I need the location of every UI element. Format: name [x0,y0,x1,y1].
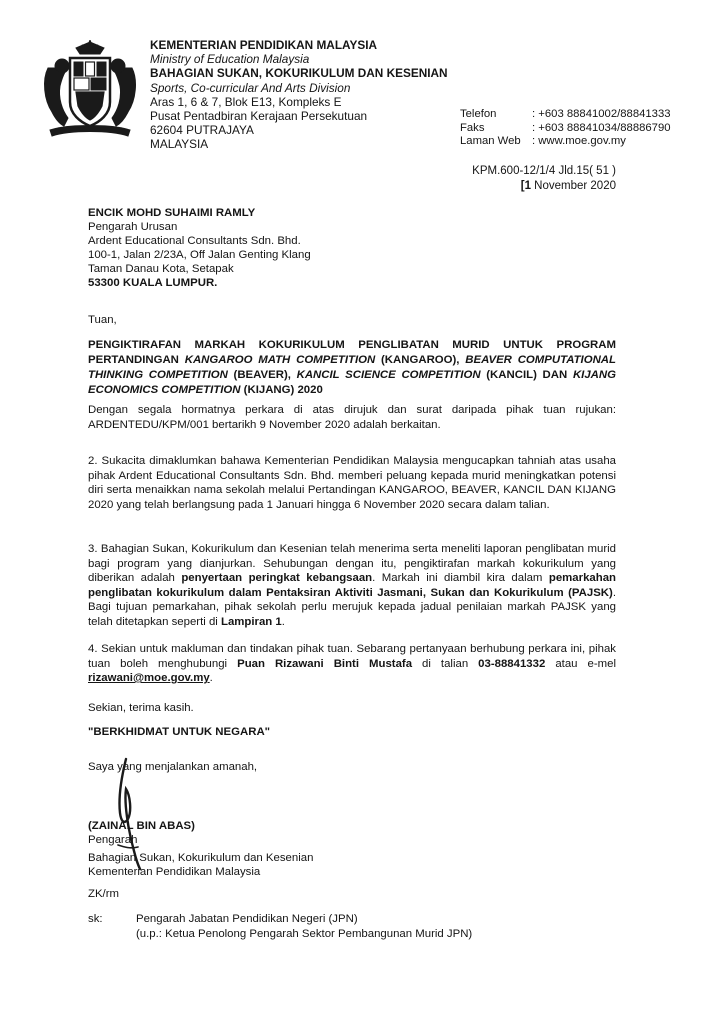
paragraph-emphasis: penyertaan peringkat kebangsaan [181,572,373,585]
paragraph-emphasis: Lampiran 1 [220,615,282,628]
recipient-line: Ardent Educational Consultants Sdn. Bhd. [88,235,301,247]
paragraph-2: 2. Sukacita dimaklumkan bahawa Kementerian Pendidikan Malaysia mengucapkan tahniah atas usaha pihak Ardent Educational Consultants Sdn. Bhd. memberi peluang kepada murid meningkatkan potensi diri serta menaikkan nama sekolah melalui Pertandingan KANGAROO, BEAVER, KANCIL DAN KIJANG 2020 yang telah berlangsung pada 1 Januari hingga 6 November 2020 secara dalam talian. [88,455,616,511]
paragraph-text: . Bagi tujuan pemarkahan, pihak sekolah perlu merujuk kepada jadual penilaian markah PAJSK yang telah ditetapkan seperti di [88,586,616,628]
contact-person: Puan Rizawani Binti Mustafa [237,657,413,670]
address-line: Pusat Pentadbiran Kerajaan Persekutuan [150,109,368,124]
address-line: Aras 1, 6 & 7, Blok E13, Kompleks E [150,94,342,109]
letter-subject [88,338,616,398]
signer-ministry: Kementerian Pendidikan Malaysia [88,866,261,878]
contact-row-fax [460,122,671,136]
recipient-city: 53300 KUALA LUMPUR. [88,277,218,289]
contact-value: : +603 88841002/88841333 [532,108,671,120]
subject-part: (KANGAROO), [375,354,466,366]
closing-motto: "BERKHIDMAT UNTUK NEGARA" [88,726,271,738]
carbon-copy [88,912,472,941]
paragraph-text: 4. Sekian untuk makluman dan tindakan pihak tuan. Sebarang pertanyaan berhubung perkara ini, pihak tuan boleh menghubungi [88,643,616,670]
paragraph-text: . [281,615,285,628]
subject-part: KANGAROO MATH COMPETITION [184,354,376,366]
paragraph-1: Dengan segala hormatnya perkara di atas dirujuk dan surat daripada pihak tuan rujukan: ARDENTEDU/KPM/001 bertarikh 9 November 2020 adalah berkaitan. [88,404,616,431]
contact-row-website [460,135,671,149]
paragraph-text: . Markah ini diambil kira dalam [372,572,549,585]
cc-row [88,912,472,927]
signer-name: (ZAINAL BIN ABAS) [88,820,195,832]
contact-value: : www.moe.gov.my [532,135,626,147]
ministry-name-english: Ministry of Education Malaysia [150,52,310,67]
signer-title: Pengarah [88,834,138,846]
contact-label: Faks [460,121,485,134]
paragraph-text: atau e-mel [545,657,616,670]
reference-number: KPM.600-12/1/4 Jld.15( 51 ) [472,165,616,177]
recipient-address [88,206,311,290]
letter-date [456,179,616,194]
paragraph-text: 3. Bahagian Sukan, Kokurikulum dan Kesenian telah menerima serta meneliti laporan penglibatan murid bagi program yang dianjurkan. Sehubungan dengan itu, pengiktirafan markah kokurikulum yang diberikan adalah [88,543,616,585]
contact-value: : +603 88841034/88886790 [532,121,671,134]
division-name: BAHAGIAN SUKAN, KOKURIKULUM DAN KESENIAN [150,66,448,81]
contact-label: Laman Web [460,135,521,147]
reference-initials: ZK/rm [88,888,120,900]
contact-phone: 03-88841332 [478,657,546,670]
ministry-name: KEMENTERIAN PENDIDIKAN MALAYSIA [150,38,377,52]
recipient-line: 100-1, Jalan 2/23A, Off Jalan Genting Klang [88,249,311,261]
subject-part: (KIJANG) 2020 [240,384,323,396]
reference-block [456,164,616,193]
cc-attention: (u.p.: Ketua Penolong Pengarah Sektor Pembangunan Murid JPN) [136,927,473,940]
subject-part: (KANCIL) DAN [480,369,573,381]
cc-spacer [88,927,136,942]
date-day: [1 [520,179,531,192]
cc-label: sk: [88,913,103,925]
paragraph-emphasis: pemarkahan penglibatan kokurikulum dalam Pentaksiran Aktiviti Jasmani, Sukan dan Kokurikulum (PAJSK) [88,572,616,599]
subject-part: KIJANG ECONOMICS COMPETITION [88,369,616,396]
cc-row [88,927,472,942]
address-line: MALAYSIA [150,137,209,152]
recipient-line: Pengarah Urusan [88,221,178,233]
salutation: Tuan, [88,314,117,326]
paragraph-text: di talian [412,657,479,670]
subject-part: KANCIL SCIENCE COMPETITION [296,369,481,381]
contact-row-phone [460,108,671,122]
letterhead [150,38,448,152]
recipient-line: Taman Danau Kota, Setapak [88,263,234,275]
cc-recipient: Pengarah Jabatan Pendidikan Negeri (JPN) [136,913,358,925]
contact-email-link[interactable]: rizawani@moe.gov.my [88,672,210,685]
contact-label: Telefon [460,108,497,120]
closing-trust: Saya yang menjalankan amanah, [88,761,258,773]
signer-division: Bahagian Sukan, Kokurikulum dan Kesenian [88,852,314,864]
paragraph-4 [88,642,616,686]
subject-part: PENGIKTIRAFAN MARKAH KOKURIKULUM PENGLIBATAN MURID UNTUK PROGRAM PERTANDINGAN [88,339,616,366]
paragraph-3 [88,542,616,630]
closing-thanks: Sekian, terima kasih. [88,702,194,714]
subject-part: BEAVER COMPUTATIONAL THINKING COMPETITION [88,354,616,381]
paragraph-text: . [209,672,213,685]
division-name-english: Sports, Co-curricular And Arts Division [150,80,351,95]
recipient-name: ENCIK MOHD SUHAIMI RAMLY [88,207,256,219]
contact-info [460,108,671,149]
address-line: 62604 PUTRAJAYA [150,123,254,138]
subject-part: (BEAVER), [227,369,297,381]
date-month-year: November 2020 [530,179,616,192]
malaysia-coat-of-arms-icon [38,40,142,140]
